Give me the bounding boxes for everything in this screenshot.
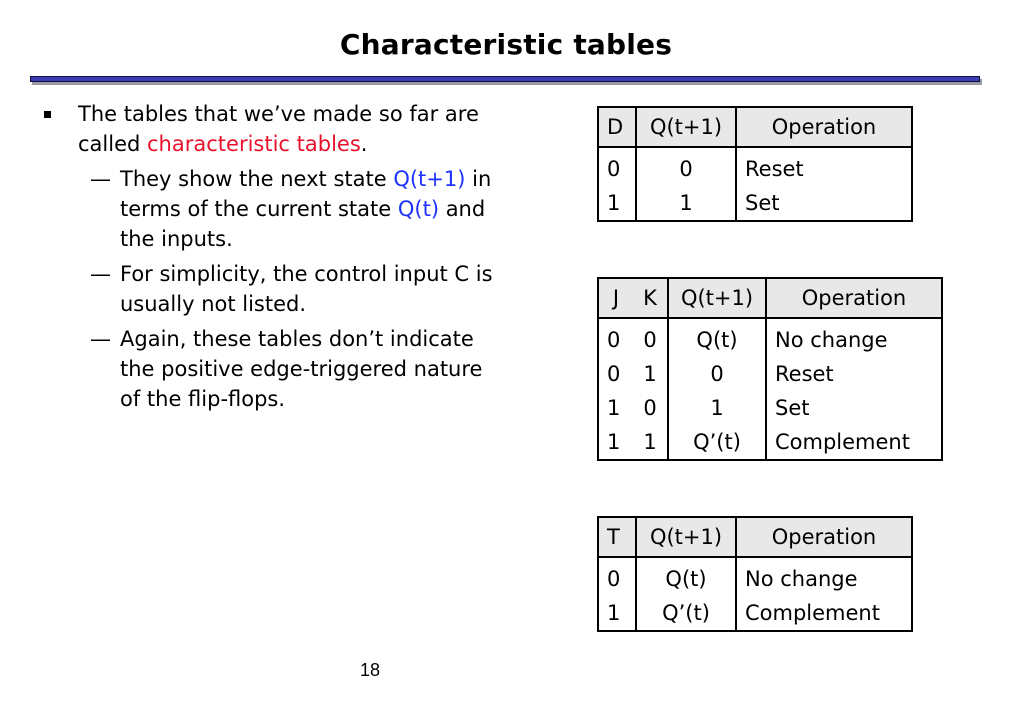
t-flipflop-table <box>597 516 913 632</box>
jk-flipflop-table <box>597 277 943 461</box>
table-cell: 1 <box>598 425 633 460</box>
table-cell: 1 <box>633 357 668 391</box>
bullet-text-line1: The tables that we’ve made so far are <box>78 102 479 126</box>
header-cell: K <box>633 278 668 318</box>
table-cell: 1 <box>598 186 636 221</box>
table-row <box>598 425 942 460</box>
table-header-row <box>598 517 912 557</box>
table-header-row <box>598 278 942 318</box>
bullet-list <box>40 99 580 414</box>
table-cell: 0 <box>636 147 736 186</box>
q-t-plus-1-term: Q(t+1) <box>393 167 466 191</box>
table-cell: 1 <box>598 391 633 425</box>
header-cell: Operation <box>736 517 912 557</box>
characteristic-tables-term: characteristic tables <box>147 132 361 156</box>
table-cell: 1 <box>668 391 766 425</box>
table-cell: 0 <box>598 557 636 596</box>
table-cell: 1 <box>598 596 636 631</box>
header-cell: Q(t+1) <box>636 107 736 147</box>
header-cell: Operation <box>736 107 912 147</box>
table-row <box>598 357 942 391</box>
table-cell: 0 <box>598 357 633 391</box>
sub-bullet-edge-triggered <box>40 324 580 414</box>
sub-bullet-next-state <box>40 164 580 254</box>
table-cell: Reset <box>736 147 912 186</box>
sub-text: in <box>465 167 492 191</box>
sub-text: of the flip-flops. <box>120 387 286 411</box>
table-row <box>598 596 912 631</box>
bullet-text-line2-pre: called <box>78 132 148 156</box>
d-flipflop-table <box>597 106 913 222</box>
q-t-term: Q(t) <box>397 197 440 221</box>
bullet-square-icon <box>44 111 51 118</box>
header-cell: Q(t+1) <box>636 517 736 557</box>
table-cell: 0 <box>633 318 668 357</box>
sub-text: terms of the current state <box>120 197 398 221</box>
table-cell: Set <box>766 391 942 425</box>
table-cell: No change <box>736 557 912 596</box>
sub-text: usually not listed. <box>120 292 307 316</box>
title-underline <box>30 76 980 82</box>
header-cell: D <box>598 107 636 147</box>
header-cell: Operation <box>766 278 942 318</box>
sub-bullet-control-input <box>40 259 580 319</box>
table-cell: Complement <box>766 425 942 460</box>
sub-text: Again, these tables don’t indicate <box>120 327 474 351</box>
bullet-text-line2-post: . <box>360 132 368 156</box>
sub-text: the positive edge-triggered nature <box>120 357 483 381</box>
header-cell: Q(t+1) <box>668 278 766 318</box>
dash-marker: — <box>90 327 111 351</box>
sub-text: They show the next state <box>120 167 394 191</box>
sub-text: the inputs. <box>120 227 233 251</box>
slide-title: Characteristic tables <box>339 28 673 61</box>
table-cell: Q’(t) <box>636 596 736 631</box>
table-cell: 1 <box>636 186 736 221</box>
table-header-row <box>598 107 912 147</box>
table-row <box>598 147 912 186</box>
table-cell: No change <box>766 318 942 357</box>
table-row <box>598 186 912 221</box>
table-cell: 0 <box>598 147 636 186</box>
table-cell: Complement <box>736 596 912 631</box>
table-cell: Q(t) <box>668 318 766 357</box>
table-cell: Reset <box>766 357 942 391</box>
dash-marker: — <box>90 262 111 286</box>
table-cell: Set <box>736 186 912 221</box>
table-cell: Q(t) <box>636 557 736 596</box>
table-row <box>598 391 942 425</box>
table-row <box>598 318 942 357</box>
table-row <box>598 557 912 596</box>
page-number: 18 <box>360 660 381 680</box>
table-cell: 0 <box>598 318 633 357</box>
table-cell: Q’(t) <box>668 425 766 460</box>
table-cell: 0 <box>633 391 668 425</box>
header-cell: J <box>598 278 633 318</box>
table-cell: 1 <box>633 425 668 460</box>
table-cell: 0 <box>668 357 766 391</box>
sub-text: and <box>439 197 486 221</box>
sub-text: For simplicity, the control input C is <box>120 262 493 286</box>
header-cell: T <box>598 517 636 557</box>
bullet-item <box>40 99 580 159</box>
dash-marker: — <box>90 167 111 191</box>
